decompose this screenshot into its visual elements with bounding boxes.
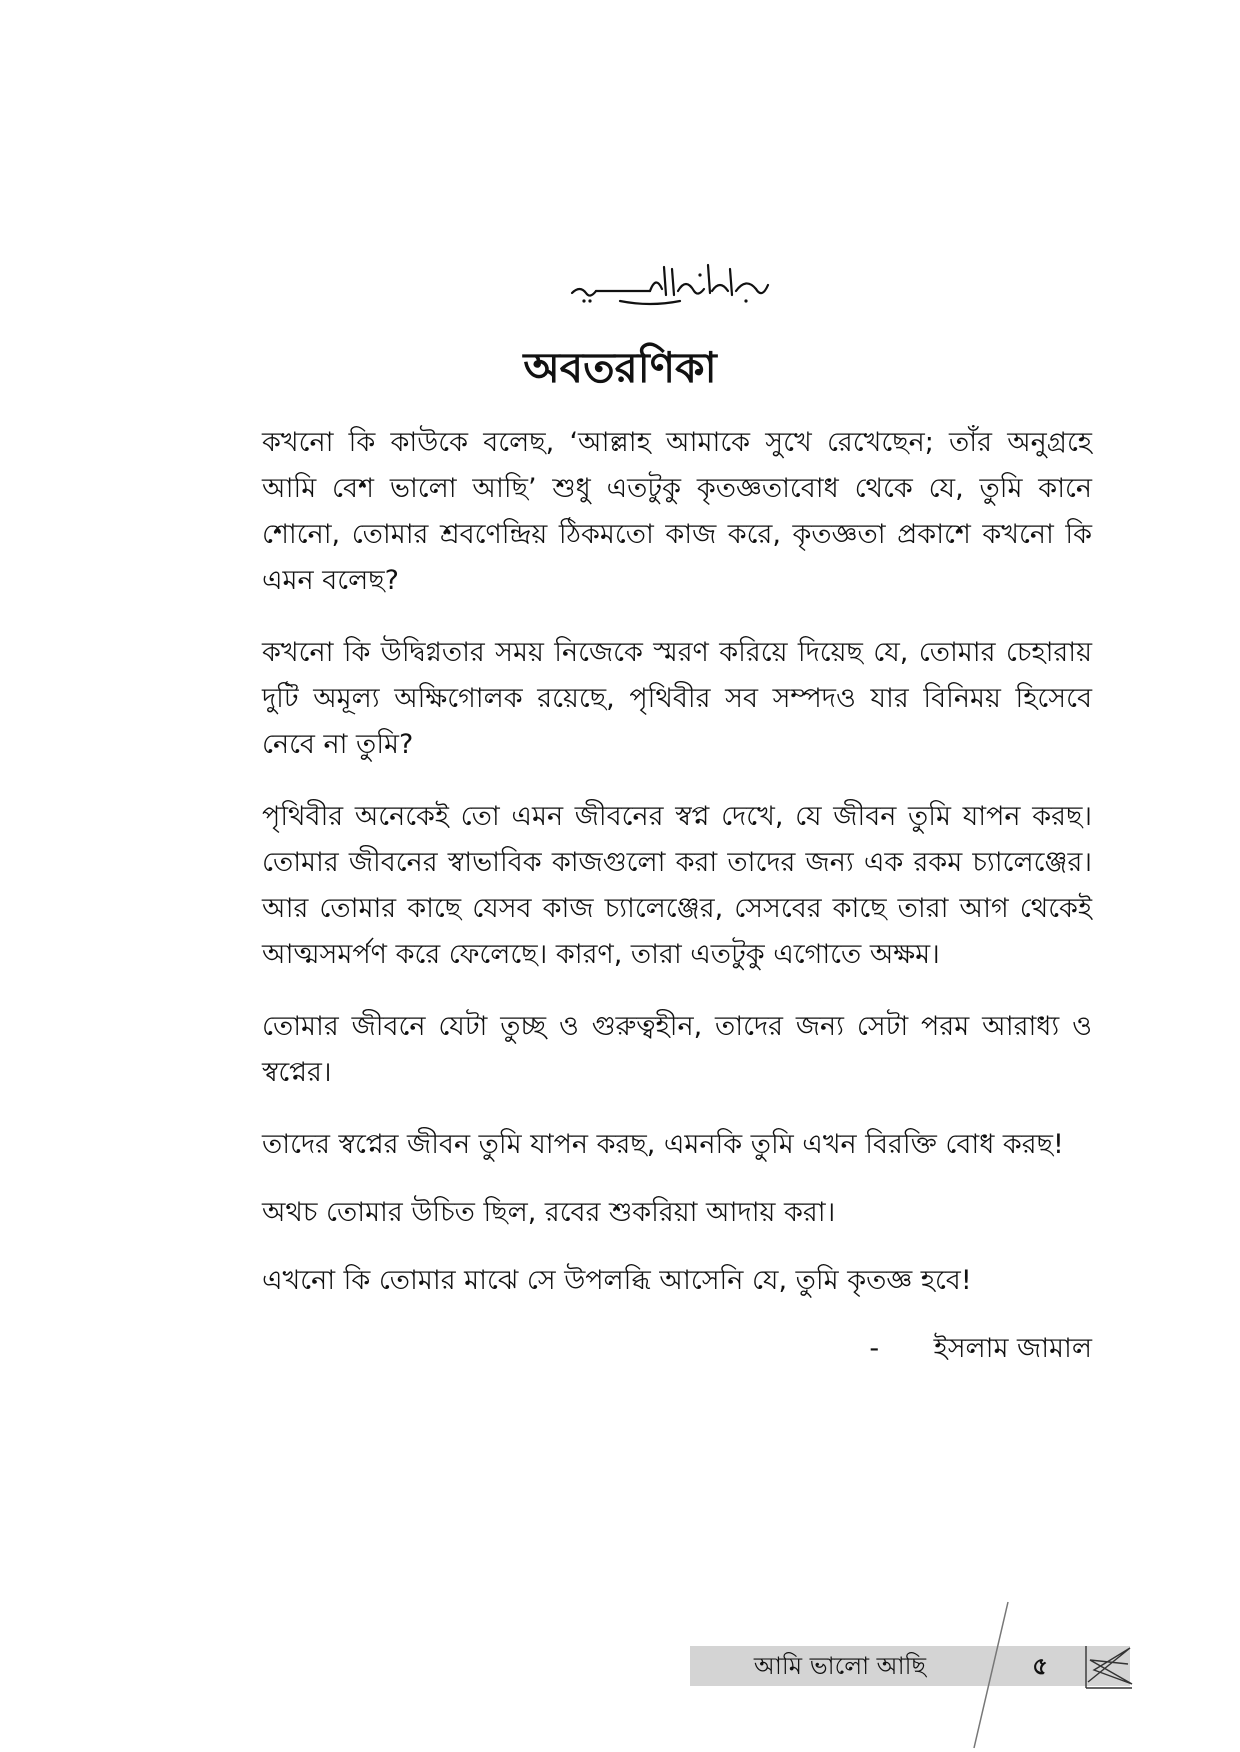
body-text xyxy=(262,420,1092,1372)
author-signature xyxy=(262,1326,1092,1372)
author-name: ইসলাম জামাল xyxy=(933,1333,1092,1364)
footer-book-title: আমি ভালো আছি xyxy=(753,1652,927,1680)
page-number: ৫ xyxy=(1032,1652,1048,1680)
paragraph-5: তাদের স্বপ্নের জীবন তুমি যাপন করছ, এমনকি তুমি এখন বিরক্তি বোধ করছ! xyxy=(262,1129,1064,1160)
paragraph-4: তোমার জীবনে যেটা তুচ্ছ ও গুরুত্বহীন, তাদের জন্য সেটা পরম আরাধ্য ও স্বপ্নের। xyxy=(262,1011,1092,1088)
bismillah-calligraphy xyxy=(560,255,780,315)
footer-scribble-icon xyxy=(1084,1642,1134,1690)
paragraph-6: অথচ তোমার উচিত ছিল, রবের শুকরিয়া আদায় করা। xyxy=(262,1197,836,1228)
paragraph-7: এখনো কি তোমার মাঝে সে উপলব্ধি আসেনি যে, তুমি কৃতজ্ঞ হবে! xyxy=(262,1265,972,1296)
page-title: অবতরণিকা xyxy=(523,343,717,392)
paragraph-1: কখনো কি কাউকে বলেছ, ‘আল্লাহ আমাকে সুখে রেখেছেন; তাঁর অনুগ্রহে আমি বেশ ভালো আছি’ শুধু এতটুকু কৃতজ্ঞতাবোধ থেকে যে, তুমি কানে শোনো, তোমার শ্রবণেন্দ্রিয় ঠিকমতো কাজ করে, কৃতজ্ঞতা প্রকাশে কখনো কি এমন বলেছ? xyxy=(262,427,1092,596)
paragraph-2: কখনো কি উদ্বিগ্নতার সময় নিজেকে স্মরণ করিয়ে দিয়েছ যে, তোমার চেহারায় দুটি অমূল্য অক্ষিগোলক রয়েছে, পৃথিবীর সব সম্পদও যার বিনিময় হিসেবে নেবে না তুমি? xyxy=(262,637,1092,760)
signature-dash: - xyxy=(869,1333,880,1364)
paragraph-3: পৃথিবীর অনেকেই তো এমন জীবনের স্বপ্ন দেখে, যে জীবন তুমি যাপন করছ। তোমার জীবনের স্বাভাবিক কাজগুলো করা তাদের জন্য এক রকম চ্যালেঞ্জের। আর তোমার কাছে যেসব কাজ চ্যালেঞ্জের, সেসবের কাছে তারা আগ থেকেই আত্মসমর্পণ করে ফেলেছে। কারণ, তারা এতটুকু এগোতে অক্ষম। xyxy=(262,801,1092,970)
